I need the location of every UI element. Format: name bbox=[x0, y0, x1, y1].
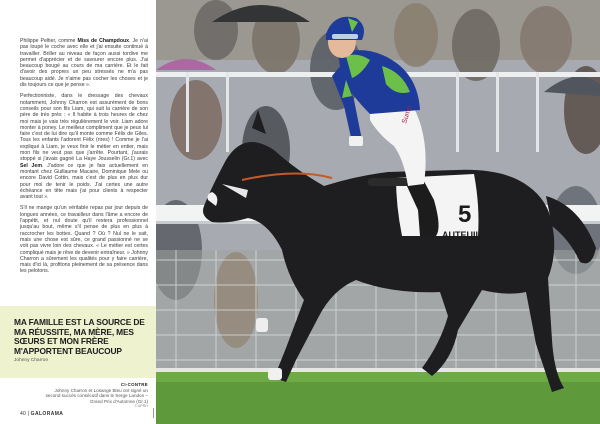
paragraph-1-lead: Philippe Peltier, comme bbox=[20, 38, 78, 44]
paragraph-1 bbox=[20, 38, 148, 88]
footer-divider bbox=[153, 408, 154, 418]
caption-text: Johnny Charron et Losange Bleu ont signé un second succès consécutif dans le Serge Landon – Grand Prix d'Automne (Gr.1) bbox=[45, 387, 148, 404]
horse-name-sel-jem: Sel Jem bbox=[20, 162, 42, 169]
caption-heading: CI-CONTRE bbox=[120, 382, 148, 387]
photo-caption bbox=[40, 382, 148, 410]
saddle-cloth-text: AUTEUIL bbox=[442, 230, 481, 240]
pull-quote-text: MA FAMILLE EST LA SOURCE DE MA RÉUSSITE, MA MÈRE, MES SŒURS ET MON FRÈRE M'APPORTENT BEAUCOUP bbox=[14, 317, 145, 356]
paragraph-1-rest: . Je n'ai pas loupé le coche avec elle et j'ai ensuite continué à travailler. Briller au niveau de façon aussi tordive me permet d'apprécier et de savourer encore plus. J'ai beaucoup bougé au cours de ma carrière. Et le fait d'avoir des propres un peu stressés ne m'a pas beaucoup aidé. Je n'aime pas cocher les choses et je dis toujours ce que je pense ». bbox=[20, 38, 148, 89]
paragraph-2-lead: Perfectionniste, dans le dressage des chevaux notamment, Johnny Charron est assurément de bons conseils pour son fils Liam, qui suit la carrière de son père de très près : « Il habite à trois heures de chez moi mais je vais très régulièrement le voir. Liam adore monter à poney. Le meilleur compliment que je peux lui faire c'est de lui dire qu'il monte comme Félix de Giles. Tous les enfants l'adorent Félix (rires) ! Comme je l'ai expliqué à Liam, je veux finir le métier en entier, mais mon fils ne veut pas que j'arrête. Pourtant, j'aurais stoppé si j'avais gagné La Haye Jousselin (Gr.1) avec bbox=[20, 93, 148, 163]
magazine-brand: GALORAMA bbox=[30, 411, 64, 417]
horse-name-miss-de-champdoux: Miss de Champdoux bbox=[77, 38, 130, 44]
pull-quote-box bbox=[0, 306, 156, 378]
saddle-number: 5 bbox=[458, 201, 472, 228]
caption-credit: © APRH bbox=[134, 404, 148, 409]
page-footer bbox=[20, 411, 63, 417]
pull-quote-author: Johnny Charron bbox=[14, 358, 49, 363]
paragraph-2-rest: . J'adore ce que je fais actuellement en montant chez Guillaume Macaire, Dominique Mele ou encore David Cottin, mais c'est de plus en plus dur pour moi de tenir le poids. J'ai certes une autre échéance en tête mais j'ai pour clients à respecter avant tout ». bbox=[20, 162, 148, 201]
paragraph-3: S'il ne mange qu'un véritable repas par jour depuis de longues années, ce travailleur dans l'âme a encore de l'appétit, et nul doute qu'il restera professionnel jusqu'au bout, même s'il pense de plus en plus à raccrocher les bottes. Quand ? Où ? Nul ne le sait, mais une chose est sûre, ce grand passionné ne se voit pas vivre loin des chevaux. « Le métier est certes compliqué mais je rêve de devenir entraîneur. » Johnny Charron a sûrement les qualités pour y faire carrière, mais d'ici là, profitons pleinement de sa présence dans les pelotons. bbox=[20, 205, 148, 275]
race-photo bbox=[156, 0, 600, 424]
silks-sponsor-text: Sumo bbox=[401, 105, 414, 125]
footer-separator: | bbox=[27, 411, 30, 417]
article-body bbox=[20, 38, 148, 280]
page-number: 40 bbox=[20, 411, 26, 417]
paragraph-2 bbox=[20, 93, 148, 200]
